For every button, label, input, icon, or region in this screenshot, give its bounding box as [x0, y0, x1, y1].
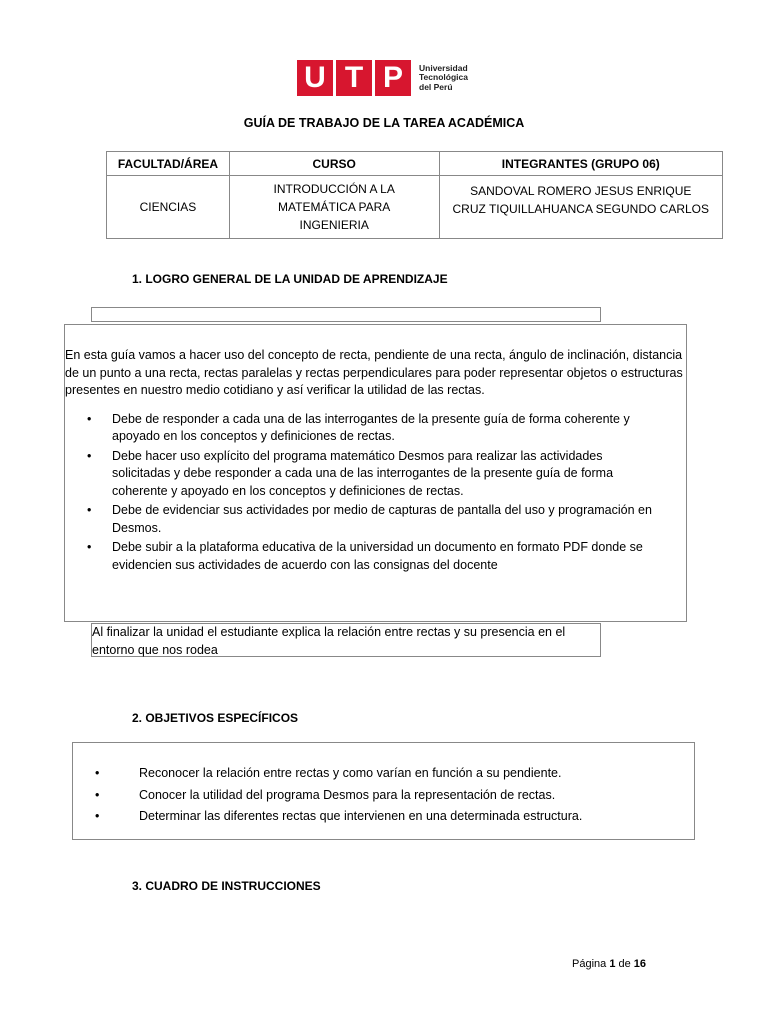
cell-curso: [229, 176, 439, 239]
intro-paragraph: En esta guía vamos a hacer uso del concepto de recta, pendiente de una recta, ángulo de inclinación, distancia de un punto a una recta, rectas paralelas y rectas perpendiculares para poder representar objetos o estructuras presentes en nuestro medio cotidiano y así verificar la utilidad de las rectas.: [65, 348, 683, 397]
objectives-list: [73, 765, 694, 826]
section-1-heading: 1. LOGRO GENERAL DE LA UNIDAD DE APRENDIZAJE: [132, 272, 448, 286]
logo-letter: T: [336, 60, 372, 96]
logo-letters: [297, 60, 411, 96]
list-item: • Debe hacer uso explícito del programa matemático Desmos para realizar las actividades solicitadas y debe responder a cada una de las interrogantes de la presente guía de forma coherente y apoyado en los conceptos y definiciones de rectas.: [65, 448, 652, 501]
curso-line: INGENIERIA: [299, 218, 369, 232]
section-2-heading: 2. OBJETIVOS ESPECÍFICOS: [132, 711, 299, 725]
list-item: • Determinar las diferentes rectas que intervienen en una determinada estructura.: [73, 808, 694, 826]
utp-logo: [297, 60, 468, 96]
list-item: • Debe de evidenciar sus actividades por medio de capturas de pantalla del uso y programación en Desmos.: [65, 502, 652, 537]
page-title: GUÍA DE TRABAJO DE LA TAREA ACADÉMICA: [243, 116, 525, 130]
logro-text: Al finalizar la unidad el estudiante explica la relación entre rectas y su presencia en el entorno que nos rodea: [92, 625, 566, 657]
page-prefix: Página: [572, 958, 610, 970]
section-3-heading: 3. CUADRO DE INSTRUCCIONES: [132, 879, 321, 893]
curso-line: INTRODUCCIÓN A LA: [273, 182, 395, 196]
requirements-list: [65, 411, 686, 575]
logo-line: del Perú: [419, 81, 453, 92]
cell-integrantes: [439, 176, 723, 239]
header-curso: CURSO: [229, 152, 439, 176]
table-row: [107, 176, 723, 239]
logo-line: Universidad: [419, 62, 468, 73]
logro-box: [91, 623, 601, 657]
header-facultad: FACULTAD/ÁREA: [107, 152, 230, 176]
logo-letter: P: [375, 60, 411, 96]
total-pages: 16: [633, 958, 647, 970]
table-header-row: [107, 152, 723, 176]
instructions-box: [64, 324, 687, 622]
objectives-box: [72, 742, 695, 840]
page-number: [572, 958, 646, 970]
logo-line: Tecnológica: [419, 72, 468, 83]
empty-box: [91, 307, 601, 322]
current-page: 1: [609, 958, 616, 970]
info-table: [106, 151, 723, 239]
list-item: • Debe subir a la plataforma educativa de la universidad un documento en formato PDF donde se evidencien sus actividades de acuerdo con las consignas del docente: [65, 539, 652, 574]
cell-facultad: CIENCIAS: [107, 176, 230, 239]
logo-letter: U: [297, 60, 333, 96]
curso-line: MATEMÁTICA PARA: [278, 200, 391, 214]
list-item: • Debe de responder a cada una de las interrogantes de la presente guía de forma coherente y apoyado en los conceptos y definiciones de rectas.: [65, 411, 652, 446]
integrante-name: SANDOVAL ROMERO JESUS ENRIQUE: [470, 184, 692, 198]
list-item: • Reconocer la relación entre rectas y como varían en función a su pendiente.: [73, 765, 694, 783]
header-integrantes: INTEGRANTES (GRUPO 06): [439, 152, 723, 176]
page-middle: de: [615, 958, 634, 970]
logo-text: [419, 64, 468, 93]
integrante-name: CRUZ TIQUILLAHUANCA SEGUNDO CARLOS: [452, 202, 709, 216]
list-item: • Conocer la utilidad del programa Desmos para la representación de rectas.: [73, 787, 694, 805]
